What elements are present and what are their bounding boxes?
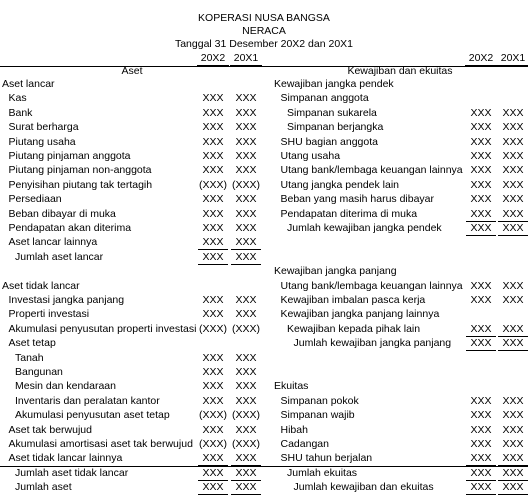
row-label: Bangunan [15,366,63,378]
value-20x1: (XXX) [231,409,260,422]
value-20x1: XXX [502,178,524,191]
section-title-liabilities-equity: Kewajiban dan ekuitas [347,65,453,77]
value-20x1: XXX [235,294,257,306]
value-20x1: XXX [502,150,524,162]
report-title: NERACA [242,25,286,37]
row-label: Hibah [280,423,308,436]
value-20x2: XXX [202,121,224,134]
value-20x1: XXX [498,337,528,351]
row-label: Akumulasi amortisasi aset tak berwujud [8,438,193,450]
value-20x2: (XXX) [198,409,227,422]
value-20x2: XXX [470,106,492,119]
row-label: Investasi jangka panjang [8,294,125,306]
row-label: Kewajiban jangka panjang [274,265,397,278]
value-20x2: XXX [202,164,224,177]
row-label: Simpanan anggota [280,92,369,105]
value-20x2: XXX [202,222,224,234]
value-20x2: XXX [198,452,228,466]
value-20x1: XXX [498,452,528,466]
row-label: Surat berharga [8,121,79,134]
value-20x2: XXX [466,323,496,337]
value-20x2: XXX [470,150,492,162]
row-label: Jumlah kewajiban jangka panjang [293,337,452,350]
value-20x2: XXX [466,208,496,222]
value-20x1: XXX [235,121,257,134]
value-20x2: XXX [202,135,224,148]
row-label: Simpanan berjangka [287,121,384,134]
value-20x1: XXX [235,92,257,105]
value-20x1: XXX [231,251,261,265]
value-20x2: XXX [202,207,224,220]
row-label: Properti investasi [8,308,90,321]
row-label: Jumlah ekuitas [287,466,358,479]
value-20x1: XXX [502,106,524,119]
row-label: Kas [8,92,27,105]
row-label: Utang usaha [280,150,341,162]
value-20x1: XXX [235,106,257,119]
value-20x1: (XXX) [231,322,260,335]
row-label: Bank [8,106,33,119]
row-label: Akumulasi penyusutan aset tetap [15,409,170,422]
value-20x1: XXX [235,222,257,234]
value-20x1: XXX [502,409,524,422]
value-20x2: XXX [466,222,496,236]
value-20x2: XXX [202,394,224,407]
row-label: Ekuitas [274,380,309,393]
row-label: Kewajiban jangka panjang lainnya [280,308,440,321]
value-20x1: XXX [502,294,524,306]
row-label: Jumlah aset lancar [15,250,104,263]
year-header-20x2: 20X2 [197,52,229,66]
row-label: Utang bank/lembaga keuangan lainnya [280,279,463,292]
value-20x1: XXX [502,438,524,450]
value-20x1: XXX [235,366,257,378]
value-20x2: XXX [202,423,224,436]
row-label: Aset tetap [8,337,56,350]
value-20x2: XXX [202,366,224,378]
value-20x1: XXX [502,279,524,292]
year-header-20x2: 20X2 [465,52,497,66]
row-label: Kewajiban kepada pihak lain [287,322,421,335]
row-label: Pendapatan akan diterima [8,222,132,234]
value-20x2: XXX [470,409,492,422]
value-20x2: XXX [198,251,228,265]
row-label: Beban dibayar di muka [8,207,116,220]
value-20x1: XXX [498,208,528,222]
value-20x1: XXX [235,193,257,206]
value-20x2: XXX [470,121,492,134]
row-label: Utang jangka pendek lain [280,178,400,191]
value-20x2: (XXX) [198,178,227,191]
value-20x2: XXX [466,337,496,351]
value-20x2: XXX [466,481,496,495]
row-label: Inventaris dan peralatan kantor [15,394,160,407]
row-label: Piutang pinjaman non-anggota [8,164,152,177]
value-20x1: XXX [502,193,524,206]
row-label: Utang bank/lembaga keuangan lainnya [280,164,463,177]
value-20x2: XXX [202,351,224,364]
value-20x2: XXX [470,178,492,191]
value-20x2: XXX [470,423,492,436]
row-label: Jumlah kewajiban jangka pendek [287,222,442,234]
value-20x2: XXX [470,279,492,292]
value-20x2: XXX [470,193,492,206]
value-20x1: XXX [502,423,524,436]
row-label: Penyisihan piutang tak tertagih [8,178,153,191]
value-20x1: XXX [502,164,524,177]
value-20x2: XXX [202,106,224,119]
row-label: Beban yang masih harus dibayar [280,193,435,206]
row-label: Mesin dan kendaraan [15,380,116,393]
value-20x2: (XXX) [198,322,227,335]
row-label: Akumulasi penyusutan properti investasi [8,322,197,335]
row-label: Aset lancar lainnya [8,236,98,249]
row-label: Cadangan [280,438,329,450]
row-label: Persediaan [8,193,62,206]
value-20x1: XXX [235,135,257,148]
value-20x1: XXX [235,380,257,393]
value-20x2: XXX [466,467,496,481]
value-20x2: XXX [470,438,492,450]
value-20x1: XXX [498,481,528,495]
value-20x2: XXX [202,92,224,105]
row-label: Jumlah aset [15,481,72,494]
value-20x1: XXX [231,481,261,495]
row-label: SHU tahun berjalan [280,452,373,465]
value-20x1: XXX [235,207,257,220]
section-title-assets: Aset [121,65,143,77]
value-20x2: XXX [198,481,228,495]
row-label: Simpanan sukarela [287,106,377,119]
value-20x2: XXX [202,308,224,321]
value-20x2: XXX [202,380,224,393]
row-label: Simpanan wajib [280,409,355,422]
row-label: Kewajiban jangka pendek [274,78,394,90]
value-20x1: XXX [235,351,257,364]
value-20x1: XXX [235,308,257,321]
value-20x1: XXX [498,467,528,481]
value-20x2: XXX [202,150,224,162]
row-label: Aset tak berwujud [8,423,92,436]
value-20x1: XXX [231,452,261,466]
year-header-20x1: 20X1 [497,52,528,66]
value-20x1: XXX [502,135,524,148]
value-20x1: XXX [498,323,528,337]
row-label: Aset tidak lancar lainnya [8,452,123,465]
value-20x1: XXX [235,423,257,436]
row-label: Aset lancar [2,78,55,90]
value-20x2: XXX [470,394,492,407]
value-20x2: XXX [202,193,224,206]
row-label: SHU bagian anggota [280,135,378,148]
value-20x2: (XXX) [198,438,227,450]
value-20x1: XXX [235,150,257,162]
value-20x1: (XXX) [231,438,260,450]
value-20x2: XXX [198,236,228,250]
value-20x2: XXX [198,467,228,481]
value-20x1: XXX [231,467,261,481]
row-label: Jumlah kewajiban dan ekuitas [293,481,434,494]
row-label: Simpanan pokok [280,394,359,407]
company-name: KOPERASI NUSA BANGSA [198,12,330,24]
row-label: Tanah [15,351,44,364]
value-20x1: XXX [231,236,261,250]
value-20x1: XXX [235,394,257,407]
value-20x2: XXX [202,294,224,306]
value-20x2: XXX [470,294,492,306]
value-20x2: XXX [470,164,492,177]
value-20x1: (XXX) [231,178,260,191]
value-20x1: XXX [235,164,257,177]
value-20x1: XXX [498,222,528,236]
row-label: Pendapatan diterima di muka [280,207,418,220]
row-label: Kewajiban imbalan pasca kerja [280,294,426,306]
value-20x2: XXX [470,135,492,148]
row-label: Aset tidak lancar [2,279,80,292]
row-label: Piutang pinjaman anggota [8,150,131,162]
value-20x1: XXX [502,121,524,134]
year-header-20x1: 20X1 [230,52,262,66]
value-20x1: XXX [502,394,524,407]
report-date: Tanggal 31 Desember 20X2 dan 20X1 [174,38,354,50]
value-20x2: XXX [466,452,496,466]
row-label: Jumlah aset tidak lancar [15,466,129,479]
row-label: Piutang usaha [8,135,76,148]
